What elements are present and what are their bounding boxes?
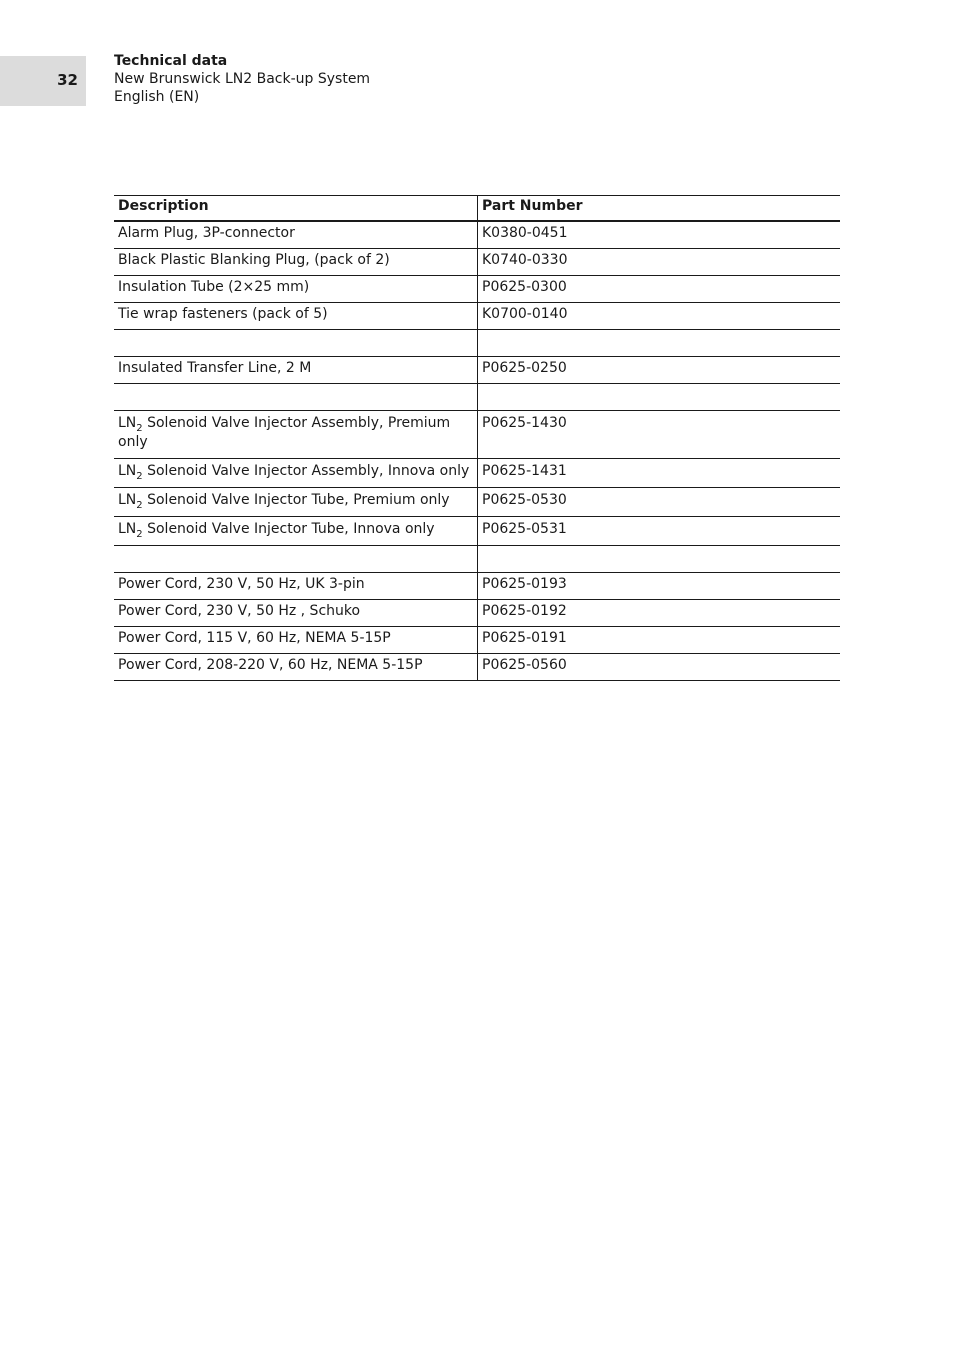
- part-number-cell: [478, 330, 841, 357]
- description-cell: Power Cord, 208-220 V, 60 Hz, NEMA 5-15P: [114, 654, 478, 681]
- table-row: [114, 654, 840, 681]
- table-row: [114, 249, 840, 276]
- chemical-subscript: 2: [136, 423, 143, 434]
- chemical-prefix: LN: [118, 415, 137, 431]
- description-cell: [114, 459, 478, 488]
- chemical-subscript: 2: [136, 471, 143, 482]
- column-header-part-number: Part Number: [478, 196, 841, 222]
- table-row-spacer: [114, 546, 840, 573]
- table-row: [114, 221, 840, 249]
- description-cell: Power Cord, 230 V, 50 Hz, UK 3-pin: [114, 573, 478, 600]
- part-number-cell: P0625-0300: [478, 276, 841, 303]
- table-row: [114, 411, 840, 459]
- part-number-cell: K0700-0140: [478, 303, 841, 330]
- table-header-row: [114, 196, 840, 222]
- part-number-cell: P0625-0192: [478, 600, 841, 627]
- description-cell: Power Cord, 115 V, 60 Hz, NEMA 5-15P: [114, 627, 478, 654]
- parts-table: [114, 195, 840, 681]
- part-number-cell: K0380-0451: [478, 221, 841, 249]
- description-cell: [114, 330, 478, 357]
- table-row: [114, 517, 840, 546]
- description-text: Solenoid Valve Injector Tube, Premium only: [142, 492, 450, 508]
- part-number-cell: P0625-0250: [478, 357, 841, 384]
- table-row-spacer: [114, 384, 840, 411]
- part-number-cell: P0625-0530: [478, 488, 841, 517]
- description-cell: Power Cord, 230 V, 50 Hz , Schuko: [114, 600, 478, 627]
- part-number-cell: P0625-0193: [478, 573, 841, 600]
- table-row: [114, 357, 840, 384]
- description-cell: Insulation Tube (2×25 mm): [114, 276, 478, 303]
- product-name: New Brunswick LN2 Back-up System: [114, 71, 371, 87]
- chemical-subscript: 2: [136, 500, 143, 511]
- table-row-spacer: [114, 330, 840, 357]
- description-text: Solenoid Valve Injector Assembly, Innova only: [142, 463, 470, 479]
- table-row: [114, 276, 840, 303]
- language-label: English (EN): [114, 89, 200, 105]
- table-row: [114, 303, 840, 330]
- description-cell: Alarm Plug, 3P-connector: [114, 221, 478, 249]
- part-number-cell: P0625-0560: [478, 654, 841, 681]
- part-number-cell: K0740-0330: [478, 249, 841, 276]
- chemical-prefix: LN: [118, 492, 137, 508]
- table-row: [114, 627, 840, 654]
- table-row: [114, 459, 840, 488]
- chemical-subscript: 2: [136, 529, 143, 540]
- description-text: Solenoid Valve Injector Tube, Innova only: [142, 521, 435, 537]
- column-header-description: Description: [114, 196, 478, 222]
- section-title: Technical data: [114, 53, 228, 69]
- part-number-cell: [478, 384, 841, 411]
- running-header: [114, 52, 370, 106]
- part-number-cell: P0625-1431: [478, 459, 841, 488]
- description-cell: Tie wrap fasteners (pack of 5): [114, 303, 478, 330]
- description-text: Solenoid Valve Injector Assembly, Premium only: [118, 415, 451, 450]
- description-cell: [114, 411, 478, 459]
- table-row: [114, 600, 840, 627]
- description-cell: [114, 384, 478, 411]
- page-number: 32: [57, 71, 78, 89]
- chemical-prefix: LN: [118, 463, 137, 479]
- part-number-cell: P0625-0191: [478, 627, 841, 654]
- part-number-cell: P0625-0531: [478, 517, 841, 546]
- description-cell: [114, 546, 478, 573]
- chemical-prefix: LN: [118, 521, 137, 537]
- part-number-cell: P0625-1430: [478, 411, 841, 459]
- part-number-cell: [478, 546, 841, 573]
- table-row: [114, 573, 840, 600]
- description-cell: [114, 517, 478, 546]
- description-cell: [114, 488, 478, 517]
- description-cell: Insulated Transfer Line, 2 M: [114, 357, 478, 384]
- table-row: [114, 488, 840, 517]
- description-cell: Black Plastic Blanking Plug, (pack of 2): [114, 249, 478, 276]
